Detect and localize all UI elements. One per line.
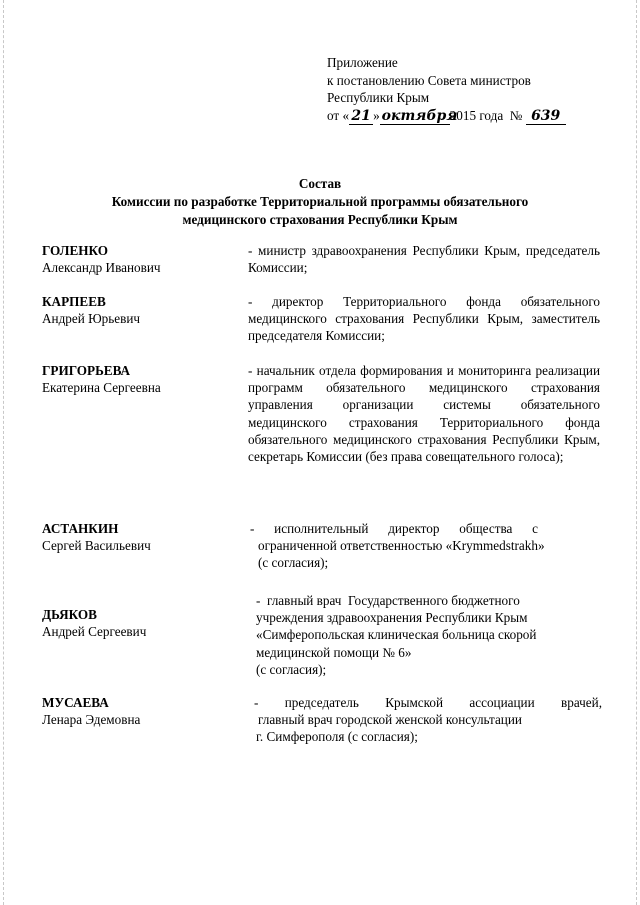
page-edge-left	[3, 0, 4, 905]
role-line: (с согласия);	[256, 661, 327, 677]
member-name	[42, 293, 242, 327]
member-name	[42, 694, 242, 728]
member-name	[42, 520, 242, 554]
member-entry	[42, 520, 602, 576]
member-surname: ГРИГОРЬЕВА	[42, 363, 131, 378]
member-role	[250, 520, 602, 572]
member-given-name: Ленара Эдемовна	[42, 712, 141, 728]
appendix-line: Приложение	[327, 55, 398, 70]
appendix-date-line	[327, 107, 566, 125]
member-entry	[42, 362, 602, 502]
member-name	[42, 362, 242, 396]
date-prefix: от «	[327, 107, 350, 123]
role-line: ограниченной ответственностью «Krymmedstrakh»	[258, 538, 545, 554]
member-given-name: Екатерина Сергеевна	[42, 380, 161, 396]
member-given-name: Андрей Юрьевич	[42, 311, 141, 327]
member-entry	[42, 293, 602, 349]
member-surname: ДЬЯКОВ	[42, 607, 97, 622]
member-role	[254, 694, 602, 746]
role-line: главный врач городской женской консультации	[258, 712, 522, 728]
date-year: 2015 года	[449, 107, 504, 123]
member-entry	[42, 592, 602, 677]
role-line: - председатель Крымской ассоциации врачей,	[254, 695, 602, 710]
title-line: Комиссии по разработке Территориальной программы обязательного	[111, 194, 529, 209]
member-role	[256, 592, 602, 678]
appendix-block	[327, 54, 566, 125]
member-surname: МУСАЕВА	[42, 695, 109, 710]
member-name	[42, 606, 242, 640]
role-line: медицинской помощи № 6»	[256, 644, 412, 660]
member-given-name: Сергей Васильевич	[42, 538, 151, 554]
role-line: (с согласия);	[258, 555, 329, 571]
date-mid: »	[373, 107, 380, 123]
member-given-name: Александр Иванович	[42, 260, 161, 276]
role-line: - главный врач Государственного бюджетного	[256, 593, 520, 608]
role-line: г. Симферополя (с согласия);	[256, 729, 418, 745]
member-entry	[42, 242, 602, 282]
member-surname: ГОЛЕНКО	[42, 243, 109, 258]
document-title	[0, 175, 640, 229]
member-surname: АСТАНКИН	[42, 521, 119, 536]
appendix-line: к постановлению Совета министров	[327, 72, 531, 88]
member-given-name: Андрей Сергеевич	[42, 624, 147, 640]
member-role: - министр здравоохранения Республики Крым, председатель Комиссии;	[248, 243, 600, 276]
member-role: - начальник отдела формирования и мониторинга реализации программ обязательного медицинского страхования управления организации системы обязательного медицинского страхования Территориального фонда обязательного медицинского страхования Республики Крым, секретарь Комиссии (без права совещательного голоса);	[248, 363, 600, 465]
date-day-handwritten: 21	[349, 109, 373, 125]
appendix-line: Республики Крым	[327, 90, 430, 105]
date-month-handwritten: октября	[381, 107, 458, 124]
member-entry	[42, 694, 602, 750]
title-line: медицинского страхования Республики Крым	[182, 212, 458, 227]
member-name	[42, 242, 242, 276]
title-line: Состав	[298, 176, 342, 191]
doc-number-handwritten: 639	[526, 109, 566, 125]
page-edge-right	[636, 0, 637, 905]
member-surname: КАРПЕЕВ	[42, 294, 106, 309]
role-line: учреждения здравоохранения Республики Крым	[256, 610, 528, 626]
member-role: - директор Территориального фонда обязательного медицинского страхования Республики Крым, заместитель председателя Комиссии;	[248, 294, 600, 344]
role-line: - исполнительный директор общества с	[250, 521, 539, 536]
role-line: «Симферопольская клиническая больница скорой	[256, 627, 537, 643]
number-sign: №	[509, 107, 523, 123]
